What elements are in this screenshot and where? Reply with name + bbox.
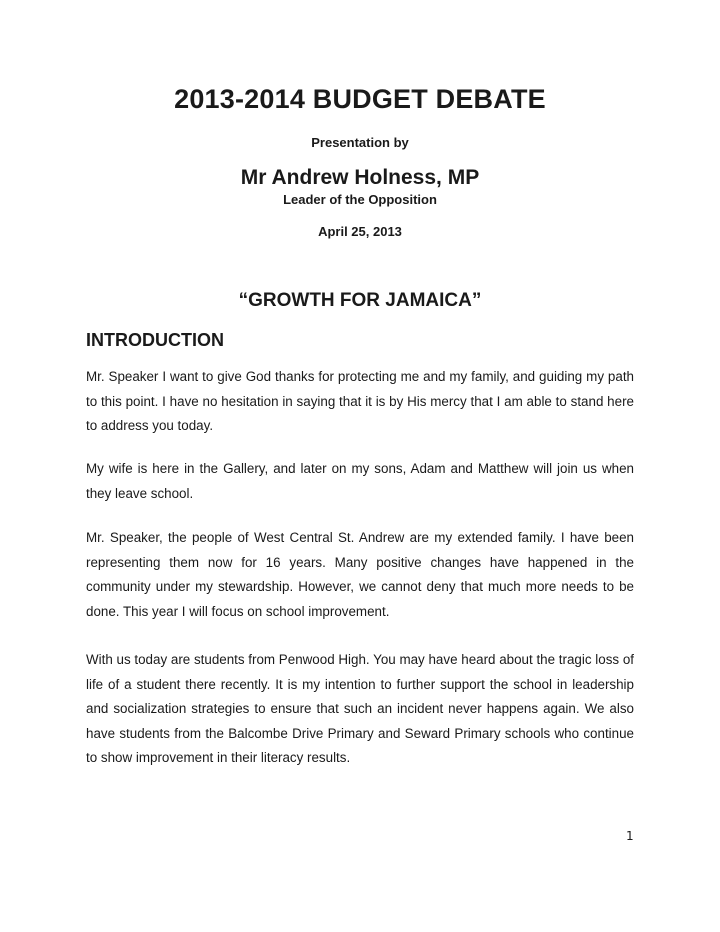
page-number: 1	[626, 829, 634, 843]
presentation-date: April 25, 2013	[318, 224, 402, 239]
paragraph: Mr. Speaker, the people of West Central St. Andrew are my extended family. I have been representing them now for 16 years. Many positive changes have happened in the community under my stewardship. However, we cannot deny that much more needs to be done. This year I will focus on school improvement.	[86, 530, 634, 619]
speech-subtitle: “GROWTH FOR JAMAICA”	[238, 290, 482, 311]
section-heading: INTRODUCTION	[86, 330, 224, 350]
paragraph: Mr. Speaker I want to give God thanks for protecting me and my family, and guiding my path to this point. I have no hesitation in saying that it is by His mercy that I am able to stand here to address you today.	[86, 369, 634, 434]
speaker-name: Mr Andrew Holness, MP	[240, 166, 480, 189]
speaker-role: Leader of the Opposition	[283, 192, 437, 207]
presentation-by-label: Presentation by	[311, 135, 409, 150]
paragraph: With us today are students from Penwood High. You may have heard about the tragic loss of life of a student there recently. It is my intention to further support the school in leadership and socialization strategies to ensure that such an incident never happens again. We also have students from the Balcombe Drive Primary and Seward Primary schools who continue to show improvement in their literacy results.	[86, 652, 634, 766]
document-title: 2013-2014 BUDGET DEBATE	[174, 84, 546, 114]
paragraph: My wife is here in the Gallery, and later on my sons, Adam and Matthew will join us when they leave school.	[86, 461, 634, 501]
